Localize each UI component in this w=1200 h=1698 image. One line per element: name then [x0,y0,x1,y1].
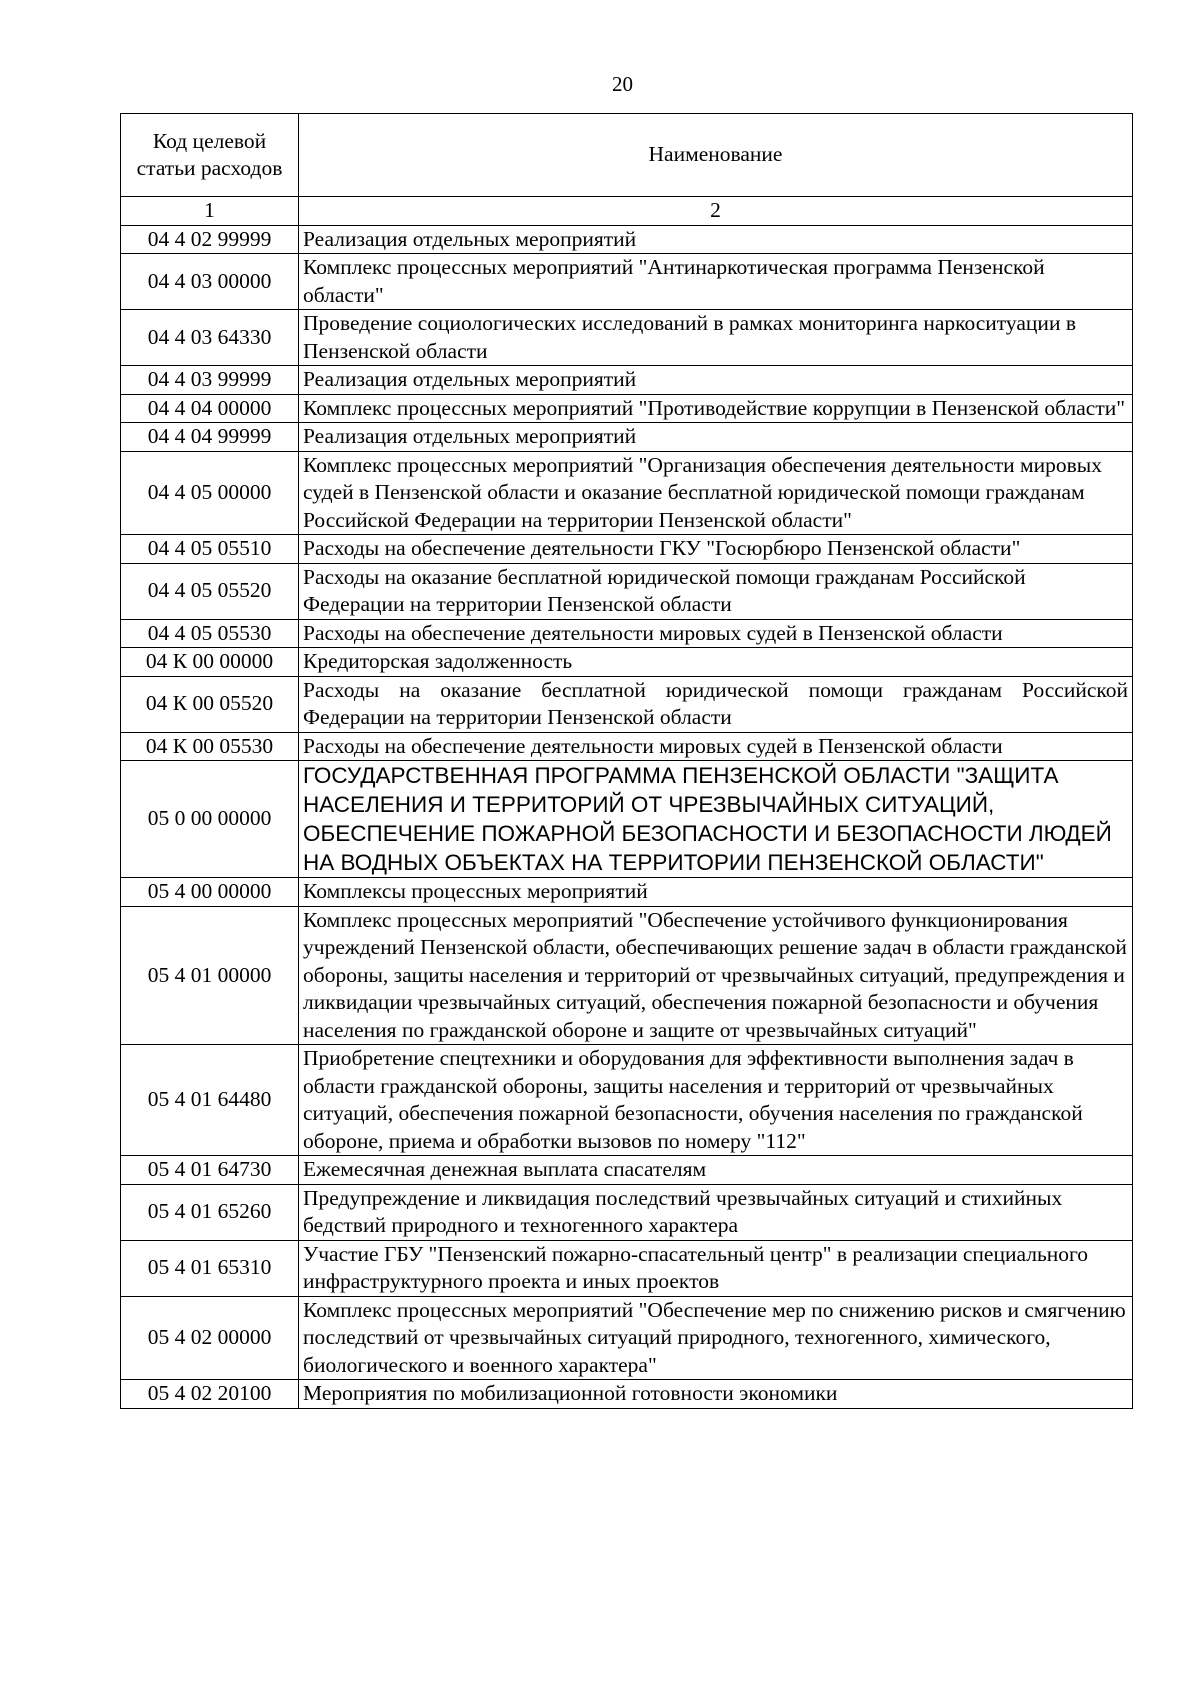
table-row [121,535,1133,564]
row-code: 04 К 00 00000 [121,648,299,677]
table-row [121,366,1133,395]
table-row [121,1184,1133,1240]
row-name: Участие ГБУ "Пензенский пожарно-спасательный центр" в реализации специального инфраструктурного проекта и иных проектов [299,1240,1133,1296]
table-row [121,254,1133,310]
row-code: 04 4 03 99999 [121,366,299,395]
row-name: Приобретение спецтехники и оборудования для эффективности выполнения задач в области гражданской обороны, защиты населения и территорий от чрезвычайных ситуаций, обеспечения пожарной безопасности, обучения населения по гражданской обороне, приема и обработки вызовов по номеру "112" [299,1045,1133,1156]
row-code: 05 4 01 00000 [121,906,299,1045]
row-code: 04 4 05 00000 [121,451,299,535]
header-name: Наименование [299,114,1133,197]
table-row [121,761,1133,878]
column-number-1: 1 [121,197,299,226]
row-code: 05 4 01 65310 [121,1240,299,1296]
row-code: 04 4 02 99999 [121,225,299,254]
row-name: Ежемесячная денежная выплата спасателям [299,1156,1133,1185]
row-name: Расходы на обеспечение деятельности ГКУ "Госюрбюро Пензенской области" [299,535,1133,564]
row-name: Предупреждение и ликвидация последствий чрезвычайных ситуаций и стихийных бедствий природного и техногенного характера [299,1184,1133,1240]
row-name: Кредиторская задолженность [299,648,1133,677]
row-code: 05 0 00 00000 [121,761,299,878]
table-row [121,732,1133,761]
row-name: Расходы на обеспечение деятельности мировых судей в Пензенской области [299,619,1133,648]
row-code: 04 4 05 05530 [121,619,299,648]
table-row [121,423,1133,452]
row-name: Проведение социологических исследований в рамках мониторинга наркоситуации в Пензенской области [299,310,1133,366]
table-header-row [121,114,1133,197]
row-code: 04 4 05 05510 [121,535,299,564]
row-code: 04 4 05 05520 [121,563,299,619]
row-name: Реализация отдельных мероприятий [299,423,1133,452]
table-row [121,878,1133,907]
row-code: 05 4 01 64730 [121,1156,299,1185]
row-name: Реализация отдельных мероприятий [299,225,1133,254]
table-row [121,1240,1133,1296]
row-code: 04 4 04 99999 [121,423,299,452]
row-code: 04 К 00 05530 [121,732,299,761]
budget-codes-table [120,113,1133,1409]
column-number-2: 2 [299,197,1133,226]
table-row [121,394,1133,423]
row-name: Расходы на оказание бесплатной юридической помощи гражданам Российской Федерации на территории Пензенской области [299,676,1133,732]
row-name: Комплекс процессных мероприятий "Противодействие коррупции в Пензенской области" [299,394,1133,423]
row-name: Комплексы процессных мероприятий [299,878,1133,907]
row-name: Комплекс процессных мероприятий "Обеспечение мер по снижению рисков и смягчению последствий от чрезвычайных ситуаций природного, техногенного, химического, биологического и военного характера" [299,1296,1133,1380]
row-code: 05 4 01 65260 [121,1184,299,1240]
row-code: 05 4 01 64480 [121,1045,299,1156]
row-name: Расходы на оказание бесплатной юридической помощи гражданам Российской Федерации на территории Пензенской области [299,563,1133,619]
row-code: 05 4 00 00000 [121,878,299,907]
header-code: Код целевой статьи расходов [121,114,299,197]
table-row [121,1156,1133,1185]
row-name: Реализация отдельных мероприятий [299,366,1133,395]
table-row [121,563,1133,619]
row-code: 05 4 02 00000 [121,1296,299,1380]
table-row [121,310,1133,366]
table-row [121,619,1133,648]
table-row [121,1380,1133,1409]
row-code: 05 4 02 20100 [121,1380,299,1409]
table-row [121,676,1133,732]
row-name: Комплекс процессных мероприятий "Антинаркотическая программа Пензенской области" [299,254,1133,310]
table-row [121,225,1133,254]
table-row [121,1045,1133,1156]
row-name: Мероприятия по мобилизационной готовности экономики [299,1380,1133,1409]
column-number-row [121,197,1133,226]
row-code: 04 4 03 64330 [121,310,299,366]
row-name: Расходы на обеспечение деятельности мировых судей в Пензенской области [299,732,1133,761]
row-name: Комплекс процессных мероприятий "Организация обеспечения деятельности мировых судей в Пензенской области и оказание бесплатной юридической помощи гражданам Российской Федерации на территории Пензенской области" [299,451,1133,535]
row-name: Комплекс процессных мероприятий "Обеспечение устойчивого функционирования учреждений Пензенской области, обеспечивающих решение задач в области гражданской обороны, защиты населения и территорий от чрезвычайных ситуаций, предупреждения и ликвидации чрезвычайных ситуаций, обеспечения пожарной безопасности и обучения населения по гражданской обороне и защите от чрезвычайных ситуаций" [299,906,1133,1045]
table-row [121,648,1133,677]
row-name: ГОСУДАРСТВЕННАЯ ПРОГРАММА ПЕНЗЕНСКОЙ ОБЛАСТИ "ЗАЩИТА НАСЕЛЕНИЯ И ТЕРРИТОРИЙ ОТ ЧРЕЗВЫЧАЙНЫХ СИТУАЦИЙ, ОБЕСПЕЧЕНИЕ ПОЖАРНОЙ БЕЗОПАСНОСТИ И БЕЗОПАСНОСТИ ЛЮДЕЙ НА ВОДНЫХ ОБЪЕКТАХ НА ТЕРРИТОРИИ ПЕНЗЕНСКОЙ ОБЛАСТИ" [299,761,1133,878]
row-code: 04 К 00 05520 [121,676,299,732]
page-number: 20 [612,72,633,96]
row-code: 04 4 04 00000 [121,394,299,423]
table-row [121,451,1133,535]
table-row [121,1296,1133,1380]
row-code: 04 4 03 00000 [121,254,299,310]
table-row [121,906,1133,1045]
